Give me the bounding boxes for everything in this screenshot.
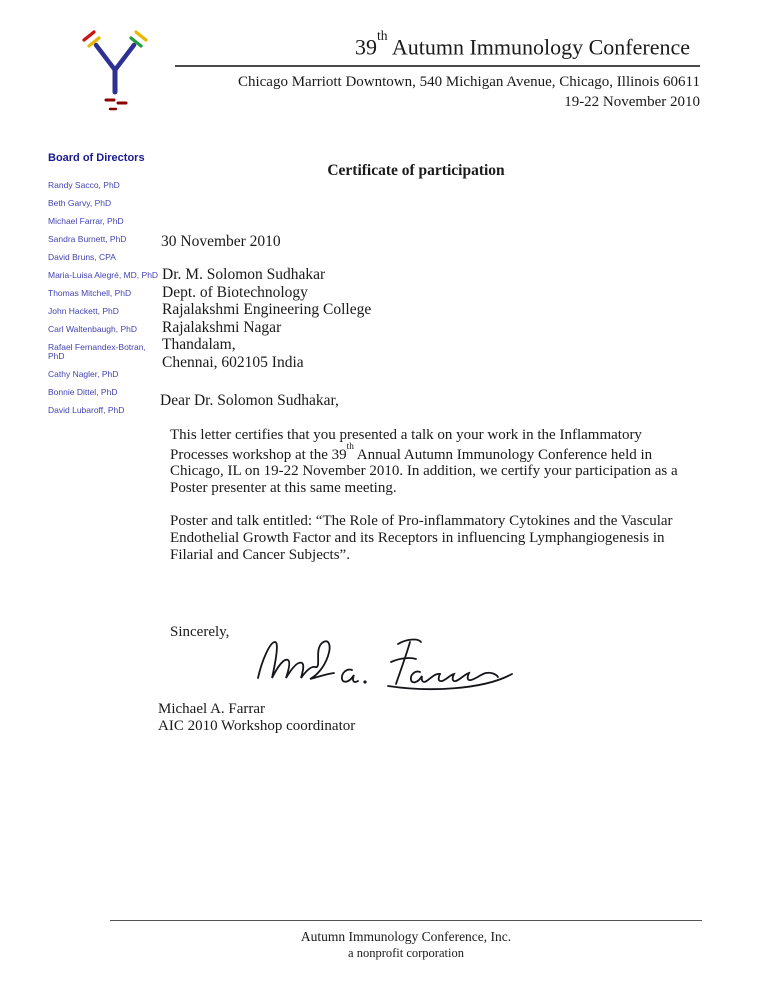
- board-of-directors-list: [48, 152, 160, 424]
- salutation: Dear Dr. Solomon Sudhakar,: [160, 392, 339, 409]
- recipient-line: Rajalakshmi Nagar: [162, 318, 282, 336]
- recipient-line: Chennai, 602105 India: [162, 353, 304, 371]
- board-member: Carl Waltenbaugh, PhD: [48, 324, 137, 334]
- title-ordinal-superscript: th: [376, 27, 388, 43]
- board-member: Sandra Burnett, PhD: [48, 234, 127, 244]
- body-paragraph-1: This letter certifies that you presented a talk on your work in the Inflammatory Processes workshop at the 39th Annual Autumn Immunology Conference held in Chicago, IL on 19-22 November 2010. In addition, we certify your participation as a Poster presenter at this same meeting.: [170, 427, 678, 496]
- handwritten-signature: [248, 630, 528, 697]
- letter-date: 30 November 2010: [161, 233, 281, 250]
- recipient-line: Dept. of Biotechnology: [162, 283, 308, 301]
- conference-dates: 19-22 November 2010: [564, 94, 700, 111]
- board-member: David Lubaroff, PhD: [48, 404, 125, 415]
- board-member: John Hackett, PhD: [48, 306, 119, 316]
- board-member: David Bruns, CPA: [48, 252, 116, 262]
- conference-title: 39th Autumn Immunology Conference: [175, 34, 700, 67]
- board-member: Michael Farrar, PhD: [48, 216, 124, 226]
- letterhead: [175, 27, 700, 111]
- recipient-line: Thandalam,: [162, 336, 236, 353]
- conference-address: Chicago Marriott Downtown, 540 Michigan Avenue, Chicago, Illinois 60611: [237, 74, 700, 91]
- board-heading: Board of Directors: [48, 152, 145, 164]
- antibody-logo-icon: [80, 28, 150, 119]
- recipient-line: Rajalakshmi Engineering College: [162, 301, 372, 318]
- signer-title: AIC 2010 Workshop coordinator: [158, 718, 356, 734]
- body-paragraph-2: Poster and talk entitled: “The Role of Pro-inflammatory Cytokines and the Vascular Endothelial Growth Factor and its Receptors in influencing Lymphangiogenesis in Filarial and Cancer Subjects”.: [170, 513, 673, 563]
- signer-name: Michael A. Farrar: [158, 701, 266, 717]
- certificate-title: Certificate of participation: [327, 162, 505, 179]
- board-member: Rafael Fernandex-Botran, PhD: [48, 342, 146, 361]
- board-member: Thomas Mitchell, PhD: [48, 288, 132, 298]
- footer-divider: [110, 920, 702, 921]
- ordinal-superscript: th: [346, 442, 354, 453]
- closing: Sincerely,: [170, 624, 230, 640]
- board-member: Beth Garvy, PhD: [48, 198, 112, 208]
- board-member: Cathy Nagler, PhD: [48, 368, 119, 379]
- footer-nonprofit-note: a nonprofit corporation: [348, 946, 464, 960]
- recipient-line: Dr. M. Solomon Sudhakar: [162, 266, 326, 283]
- recipient-address-block: [162, 266, 371, 371]
- board-member: Randy Sacco, PhD: [48, 180, 120, 190]
- footer-organization: Autumn Immunology Conference, Inc.: [300, 929, 512, 944]
- board-member: Maria-Luisa Alegré, MD, PhD: [48, 270, 159, 280]
- board-member: Bonnie Dittel, PhD: [48, 386, 118, 397]
